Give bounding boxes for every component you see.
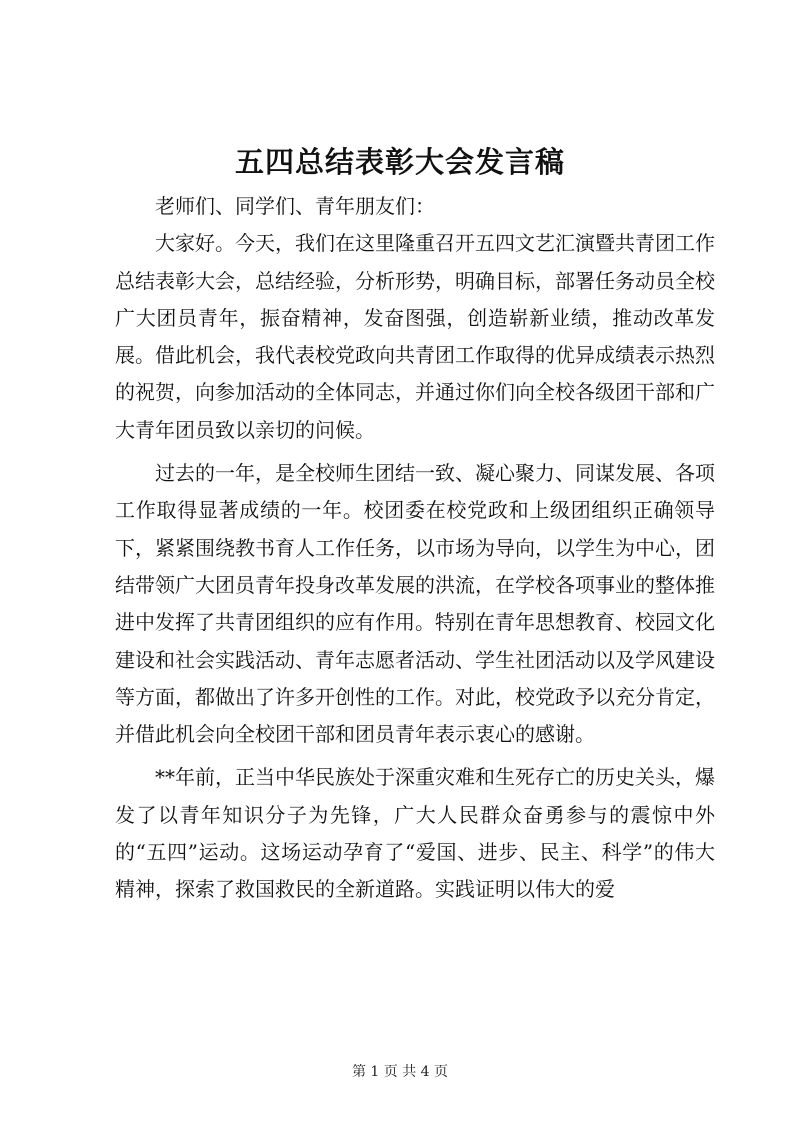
salutation-paragraph: 老师们、同学们、青年朋友们： (155, 194, 435, 218)
review-paragraph: 过去的一年，是全校师生团结一致、凝心聚力、同谋发展、各项工作取得显著成绩的一年。校团委在校党政和上级团组织正确领导下，紧紧围绕教书育人工作任务，以市场为导向，以学生为中心，团结带领广大团员青年投身改革发展的洪流，在学校各项事业的整体推进中发挥了共青团组织的应有作用。特别在青年思想教育、校园文化建设和社会实践活动、青年志愿者活动、学生社团活动以及学风建设等方面，都做出了许多开创性的工作。对此，校党政予以充分肯定，并借此机会向全校团干部和团员青年表示衷心的感谢。 (115, 461, 715, 747)
document-body (115, 188, 715, 909)
page-number-footer: 第 1 页 共 4 页 (351, 1064, 449, 1080)
history-paragraph: **年前，正当中华民族处于深重灾难和生死存亡的历史关头，爆发了以青年知识分子为先锋，广大人民群众奋勇参与的震惊中外的“五四”运动。这场运动孕育了“爱国、进步、民主、科学”的伟大精神，探索了救国救民的全新道路。实践证明以伟大的爱 (115, 765, 715, 902)
opening-paragraph: 大家好。今天，我们在这里隆重召开五四文艺汇演暨共青团工作总结表彰大会，总结经验，分析形势，明确目标，部署任务动员全校广大团员青年，振奋精神，发奋图强，创造崭新业绩，推动改革发展。借此机会，我代表校党政向共青团工作取得的优异成绩表示热烈的祝贺，向参加活动的全体同志，并通过你们向全校各级团干部和广大青年团员致以亲切的问候。 (115, 231, 715, 442)
document-title: 五四总结表彰大会发言稿 (234, 145, 565, 179)
